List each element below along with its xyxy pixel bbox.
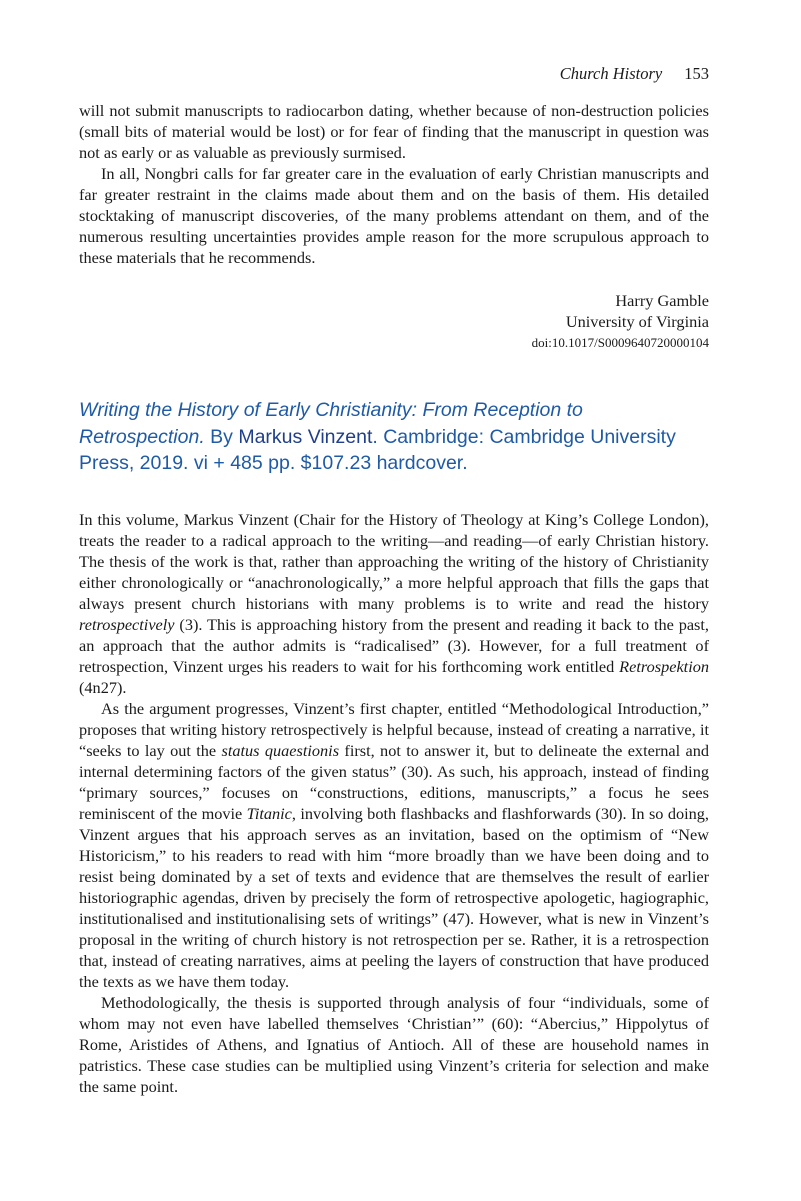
paragraph: As the argument progresses, Vinzent’s first chapter, entitled “Methodological Introduction,” proposes that writing history retrospectively is helpful because, instead of creating a narrative, it “seeks to lay out the status quaestionis first, not to answer it, but to delineate the external and internal determining factors of the given status” (30). As such, his approach, instead of finding “primary sources,” focuses on “constructions, editions, manuscripts,” a focus he sees reminiscent of the movie Titanic, involving both flashbacks and flashforwards (30). In so doing, Vinzent argues that his approach serves as an invitation, based on the optimism of “New Historicism,” to his readers to read with him “more broadly than we have been doing and to resist being dominated by a set of texts and evidence that are themselves the result of earlier historiographic agendas, driven by precisely the form of retrospective apologetic, hagiographic, institutionalised and institutionalising sets of writings” (47). However, what is new in Vinzent’s proposal in the writing of church history is not retrospection per se. Rather, it is a retrospection that, instead of creating narratives, aims at peeling the layers of construction that have produced the texts as we have them today. xyxy=(79,699,709,991)
page-number: 153 xyxy=(684,64,709,83)
publication-info: . Cambridge: Cambridge University Press, 2019. vi + 485 pp. $107.23 hardcover. xyxy=(79,425,676,474)
paragraph: In this volume, Markus Vinzent (Chair for the History of Theology at King’s College London), treats the reader to a radical approach to the writing—and reading—of early Christian history. The thesis of the work is that, rather than approaching the writing of the history of Christianity either chronologically or “anachronologically,” a more helpful approach that fills the gaps that always present church historians with many problems is to write and read the history retrospectively (3). This is approaching history from the present and reading it back to the past, an approach that the author admits is “radicalised” (3). However, for a full treatment of retrospection, Vinzent urges his readers to wait for his forthcoming work entitled Retrospektion (4n27). xyxy=(79,510,709,697)
review-heading xyxy=(79,397,699,477)
book-title: Writing the History of Early Christianity: From Reception to Retrospection. xyxy=(79,399,583,448)
reviewer-name: Harry Gamble xyxy=(615,291,709,310)
by-label: By xyxy=(210,425,233,448)
review-body xyxy=(79,509,709,1097)
reviewer-signature xyxy=(532,290,709,353)
reviewer-affiliation: University of Virginia xyxy=(565,312,709,331)
paragraph: will not submit manuscripts to radiocarbon dating, whether because of non-destruction policies (small bits of material would be lost) or for fear of finding that the manuscript in question was not as early or as valuable as previously surmised. xyxy=(79,101,709,162)
book-author: Markus Vinzent xyxy=(238,425,373,448)
paragraph: In all, Nongbri calls for far greater care in the evaluation of early Christian manuscripts and far greater restraint in the claims made about them and on the basis of them. His detailed stocktaking of manuscript discoveries, of the many problems attendant on them, and of the numerous resulting uncertainties provides ample reason for the more scrupulous approach to these materials that he recommends. xyxy=(79,164,709,267)
previous-review-ending xyxy=(79,100,709,268)
paragraph: Methodologically, the thesis is supported through analysis of four “individuals, some of whom may not even have labelled themselves ‘Christian’” (60): “Abercius,” Hippolytus of Rome, Aristides of Athens, and Ignatius of Antioch. All of these are household names in patristics. These case studies can be multiplied using Vinzent’s criteria for selection and make the same point. xyxy=(79,993,709,1096)
journal-title: Church History xyxy=(559,64,663,83)
doi: doi:10.1017/S0009640720000104 xyxy=(531,335,709,350)
running-head xyxy=(560,64,709,84)
